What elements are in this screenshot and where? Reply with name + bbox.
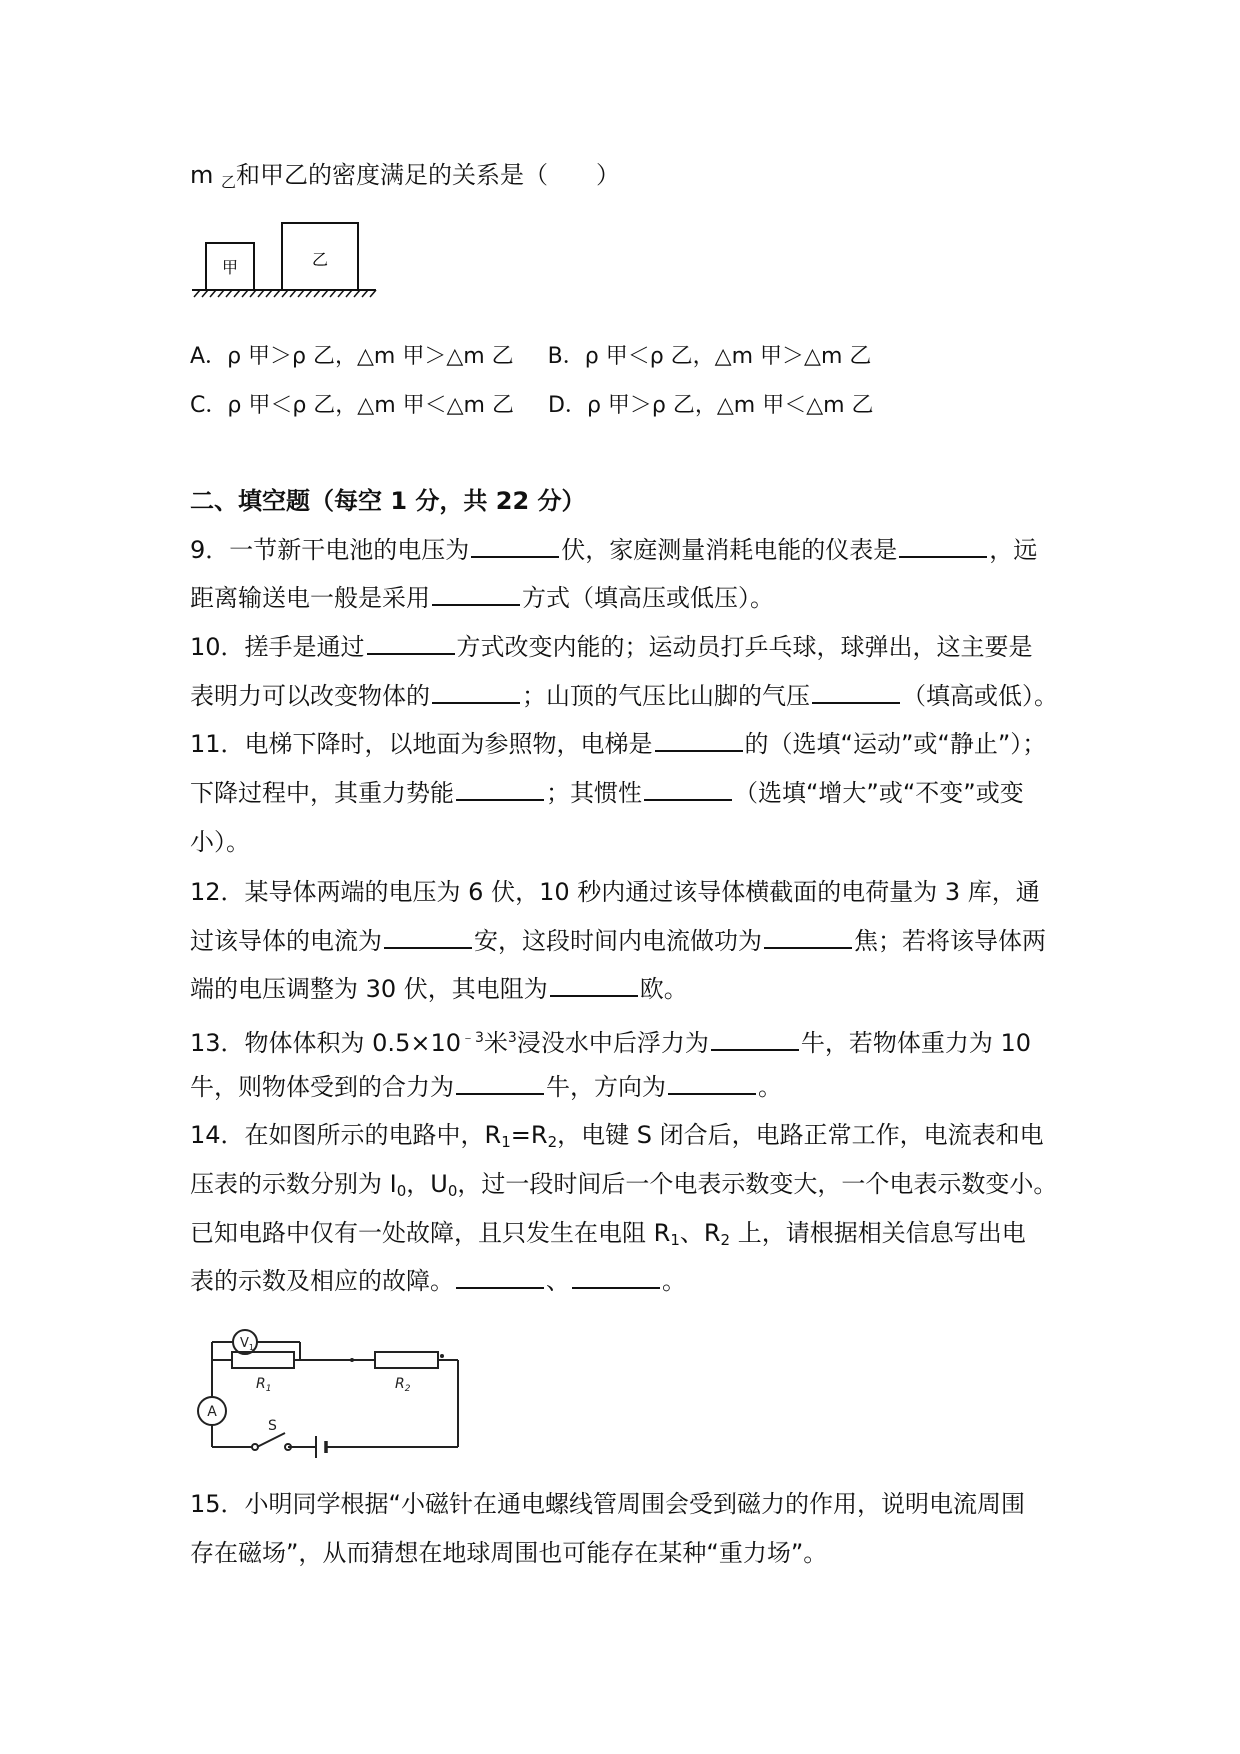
- q13-unit-exponent: 3: [507, 1030, 517, 1046]
- q10-text5: （填高或低）。: [902, 682, 1058, 710]
- r1-label: $R_1$: [256, 1376, 272, 1394]
- q9-text1: 9．一节新干电池的电压为: [190, 536, 470, 564]
- resistor-r2: [375, 1352, 438, 1368]
- q14-line4: [190, 1264, 686, 1298]
- junction-dot-right: [440, 1354, 444, 1358]
- option-d-text: ρ 甲＞ρ 乙，△m 甲＜△m 乙: [586, 393, 874, 418]
- q11-text2: 的（选填“运动”或“静止”）；: [744, 730, 1047, 758]
- switch-contact-left: [252, 1444, 258, 1450]
- q9-line2: [190, 581, 774, 615]
- block-jia-label: 甲: [221, 258, 239, 277]
- q13-text6: 牛，方向为: [546, 1073, 666, 1101]
- q10-blank3[interactable]: [812, 680, 900, 704]
- q14-sub-r1: 1: [670, 1231, 680, 1249]
- q13-blank3[interactable]: [668, 1071, 756, 1095]
- q10-text2: 方式改变内能的；运动员打乒乓球，球弹出，这主要是: [456, 633, 1033, 661]
- q8-stem: [190, 158, 620, 199]
- q14-text4c: 。: [662, 1267, 686, 1295]
- q10-line2: [190, 679, 1058, 713]
- q10-text4: ；山顶的气压比山脚的气压: [522, 682, 810, 710]
- ammeter-label: A: [207, 1404, 217, 1420]
- q11-blank3[interactable]: [644, 777, 732, 801]
- r2-label: $R_2$: [395, 1376, 411, 1394]
- q9-blank3[interactable]: [432, 582, 520, 606]
- blocks-figure: [190, 215, 390, 305]
- q14-text3c: 上，请根据相关信息写出电: [730, 1219, 1026, 1247]
- q14-text3a: 已知电路中仅有一处故障，且只发生在电阻 R: [190, 1219, 671, 1247]
- block-yi-label: 乙: [311, 250, 329, 269]
- q13-line2: [190, 1070, 782, 1104]
- junction-dot: [350, 1358, 354, 1362]
- q14-sub-u0: 0: [447, 1182, 458, 1200]
- q15-line2: 存在磁场”，从而猜想在地球周围也可能存在某种“重力场”。: [190, 1539, 828, 1567]
- q14-text1b: =R: [510, 1121, 548, 1149]
- option-b-text: ρ 甲＜ρ 乙，△m 甲＞△m 乙: [584, 344, 872, 369]
- q13-exponent: ﹣3: [460, 1030, 484, 1046]
- option-d[interactable]: [548, 393, 874, 418]
- q12-text2: 过该导体的电流为: [190, 927, 382, 955]
- q12-blank2[interactable]: [764, 925, 852, 949]
- q14-line3: [190, 1216, 1026, 1257]
- q8-stem-text: 和甲乙的密度满足的关系是（ ）: [236, 161, 621, 189]
- q14-sub1: 1: [501, 1133, 511, 1151]
- q10-text1: 10．搓手是通过: [190, 633, 365, 661]
- switch-label: S: [268, 1418, 277, 1434]
- voltmeter-label: $V_1$: [240, 1336, 254, 1352]
- option-a[interactable]: [190, 344, 514, 369]
- q11-text4: ；其惯性: [546, 779, 642, 807]
- q9-text5: 方式（填高压或低压）。: [522, 584, 774, 612]
- q8-stem-m: m: [190, 161, 214, 189]
- q15-line1: 15．小明同学根据“小磁针在通电螺线管周围会受到磁力的作用，说明电流周围: [190, 1490, 1025, 1518]
- q8-stem-sub: 乙: [221, 173, 237, 191]
- q11-line1: [190, 727, 1046, 761]
- q11-blank2[interactable]: [456, 777, 544, 801]
- option-d-label: D．: [547, 393, 587, 418]
- q13-text7: 。: [758, 1073, 782, 1101]
- q13-text4: 牛，若物体重力为 10: [800, 1029, 1031, 1057]
- switch-blade: [257, 1433, 285, 1447]
- q12-line2: [190, 924, 1046, 958]
- section2-title: 二、填空题（每空 1 分，共 22 分）: [190, 487, 586, 515]
- q12-text3: 安，这段时间内电流做功为: [474, 927, 762, 955]
- q9-text4: 距离输送电一般是采用: [190, 584, 430, 612]
- q14-line1: [190, 1118, 1044, 1159]
- q10-blank2[interactable]: [432, 680, 520, 704]
- q13-line1: [190, 1021, 1031, 1060]
- q14-blank1[interactable]: [456, 1265, 544, 1289]
- q8-options-row1: [190, 340, 871, 374]
- q14-text1c: ，电键 S 闭合后，电路正常工作，电流表和电: [557, 1121, 1044, 1149]
- q10-line1: [190, 630, 1033, 664]
- q12-line3: [190, 972, 688, 1006]
- q14-text1a: 14．在如图所示的电路中，R: [190, 1121, 502, 1149]
- q11-line3: 小）。: [190, 828, 250, 856]
- q14-text2a: 压表的示数分别为 I: [190, 1170, 397, 1198]
- option-a-text: ρ 甲＞ρ 乙，△m 甲＞△m 乙: [227, 344, 514, 369]
- q14-text2b: ，U: [406, 1170, 448, 1198]
- q9-line1: [190, 533, 1037, 567]
- q14-sub2: 2: [547, 1133, 558, 1151]
- q14-sub-r2: 2: [720, 1231, 731, 1249]
- q12-blank3[interactable]: [550, 973, 638, 997]
- q11-blank1[interactable]: [655, 728, 743, 752]
- option-c-label: C．: [190, 393, 228, 418]
- option-a-label: A．: [190, 344, 228, 369]
- option-c[interactable]: [190, 393, 514, 418]
- q13-text5: 牛，则物体受到的合力为: [190, 1073, 454, 1101]
- q14-text4a: 表的示数及相应的故障。: [190, 1267, 454, 1295]
- q14-line2: [190, 1167, 1057, 1208]
- q14-text2c: ，过一段时间后一个电表示数变大，一个电表示数变小。: [457, 1170, 1058, 1198]
- circuit-diagram: [190, 1310, 465, 1465]
- q13-text1: 13．物体体积为 0.5×10: [190, 1029, 461, 1057]
- q14-sub-i0: 0: [396, 1182, 407, 1200]
- q12-blank1[interactable]: [384, 925, 472, 949]
- q12-text5: 端的电压调整为 30 伏，其电阻为: [190, 975, 548, 1003]
- ground-hatching: [194, 290, 376, 297]
- q14-text4b: 、: [546, 1267, 570, 1295]
- option-b-label: B．: [547, 344, 585, 369]
- q13-unit: 米: [483, 1029, 508, 1057]
- q14-blank2[interactable]: [572, 1265, 660, 1289]
- q8-options-row2: [190, 389, 874, 423]
- q13-text3: 浸没水中后浮力为: [516, 1029, 709, 1057]
- q11-text5: （选填“增大”或“不变”或变: [734, 779, 1024, 807]
- q9-text2: 伏，家庭测量消耗电能的仪表是: [561, 536, 898, 564]
- q11-text3: 下降过程中，其重力势能: [190, 779, 454, 807]
- q14-text3b: 、R: [679, 1219, 721, 1247]
- q11-line2: [190, 776, 1024, 810]
- q9-blank1[interactable]: [471, 534, 559, 558]
- q10-blank1[interactable]: [367, 631, 455, 655]
- q12-line1: 12．某导体两端的电压为 6 伏，10 秒内通过该导体横截面的电荷量为 3 库，通: [190, 878, 1040, 906]
- q10-text3: 表明力可以改变物体的: [190, 682, 430, 710]
- q13-blank1[interactable]: [711, 1027, 799, 1051]
- q13-blank2[interactable]: [456, 1071, 544, 1095]
- q12-text6: 欧。: [639, 975, 688, 1003]
- q9-text3: ，远: [989, 536, 1038, 564]
- q11-text1: 11．电梯下降时，以地面为参照物，电梯是: [190, 730, 653, 758]
- option-b[interactable]: [548, 344, 872, 369]
- option-c-text: ρ 甲＜ρ 乙，△m 甲＜△m 乙: [227, 393, 514, 418]
- q9-blank2[interactable]: [899, 534, 987, 558]
- q12-text4: 焦；若将该导体两: [854, 927, 1046, 955]
